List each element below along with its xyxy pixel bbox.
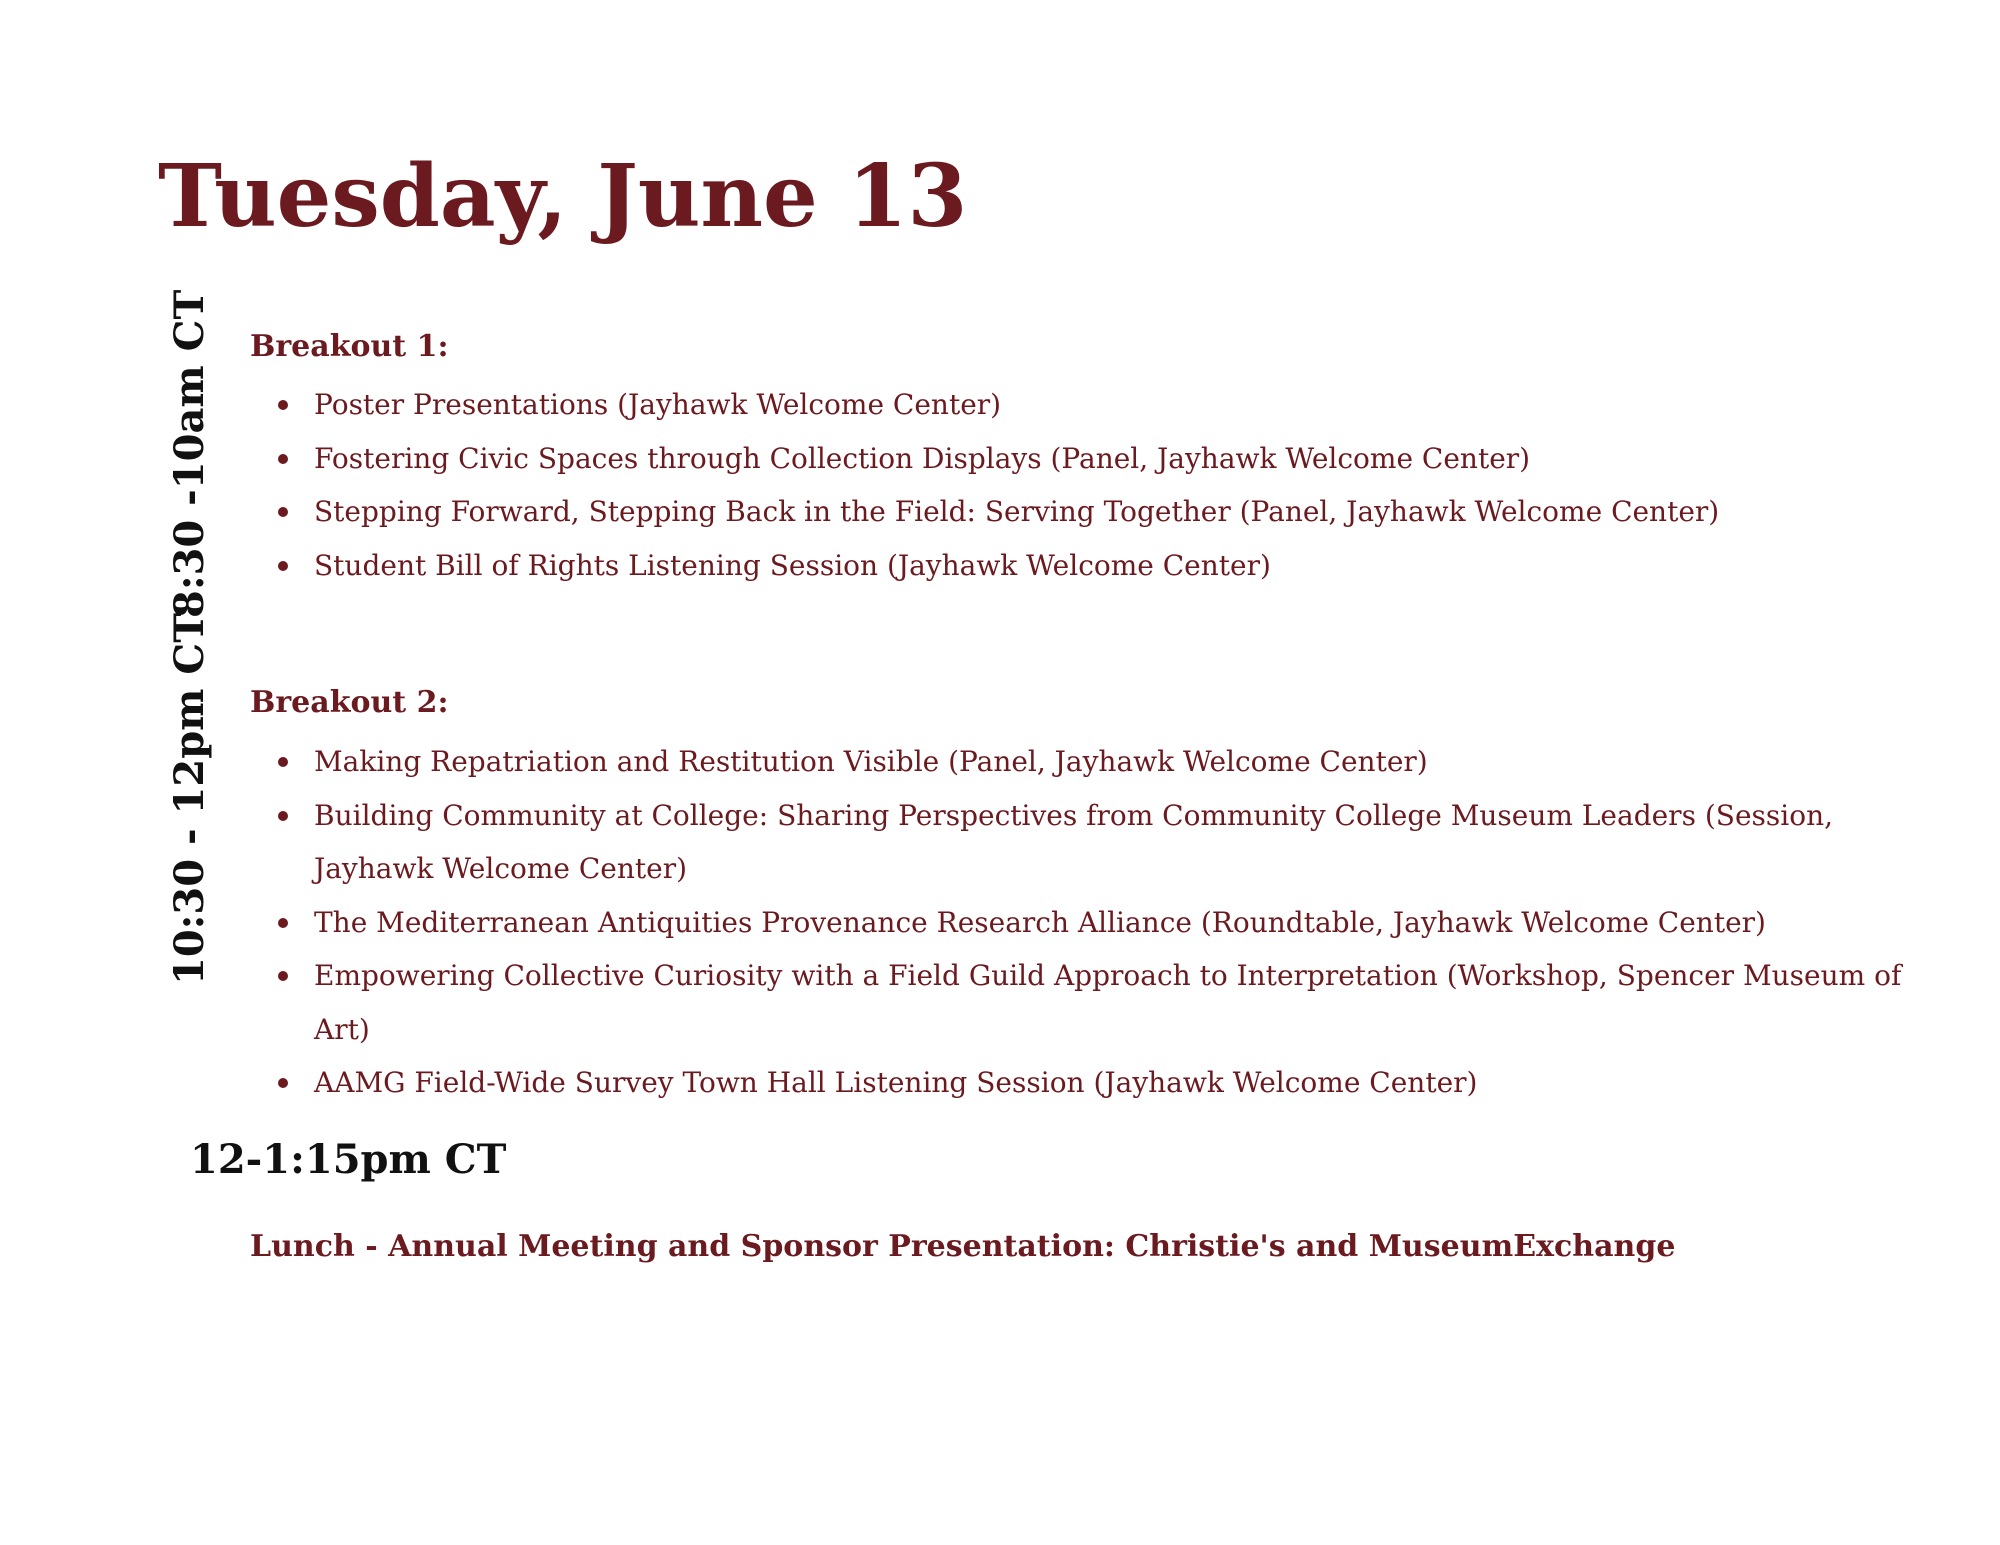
breakout-2-session-list	[250, 735, 1920, 1110]
session-label: Fostering Civic Spaces through Collection Displays (Panel, Jayhawk Welcome Center)	[314, 441, 1531, 475]
session-label: Stepping Forward, Stepping Back in the Field: Serving Together (Panel, Jayhawk Welcome Center)	[314, 495, 1720, 528]
session-label: Student Bill of Rights Listening Session (Jayhawk Welcome Center)	[314, 548, 1271, 582]
breakout-2-time: 10:30 - 12pm CT	[166, 612, 213, 985]
bullet-icon	[278, 757, 288, 767]
session-item	[250, 378, 1920, 432]
session-label: Making Repatriation and Restitution Visible (Panel, Jayhawk Welcome Center)	[314, 745, 1428, 778]
session-label: The Mediterranean Antiquities Provenance Research Alliance (Roundtable, Jayhawk Welcome Center)	[314, 905, 1766, 939]
breakout-2-heading: Breakout 2:	[250, 685, 449, 720]
breakout-1-heading: Breakout 1:	[250, 329, 449, 364]
lunch-time: 12-1:15pm CT	[190, 1136, 507, 1183]
bullet-icon	[278, 1078, 288, 1088]
breakout-1-session-list	[250, 378, 1920, 592]
session-item	[250, 432, 1920, 486]
lunch-description: Lunch - Annual Meeting and Sponsor Presentation: Christie's and MuseumExchange	[250, 1229, 1676, 1264]
bullet-icon	[278, 971, 288, 981]
session-item	[250, 735, 1920, 789]
bullet-icon	[278, 454, 288, 464]
session-item	[250, 485, 1920, 539]
session-item	[250, 1056, 1920, 1110]
session-label: AAMG Field-Wide Survey Town Hall Listening Session (Jayhawk Welcome Center)	[314, 1066, 1478, 1099]
session-item	[250, 539, 1920, 593]
session-label: Building Community at College: Sharing Perspectives from Community College Museum Leaders (Session, Jayhawk Welcome Center)	[314, 798, 1833, 885]
bullet-icon	[278, 507, 288, 517]
bullet-icon	[278, 918, 288, 928]
bullet-icon	[278, 561, 288, 571]
bullet-icon	[278, 811, 288, 821]
page-title: Tuesday, June 13	[158, 146, 968, 247]
session-item	[250, 896, 1920, 950]
session-label: Poster Presentations (Jayhawk Welcome Center)	[314, 388, 1002, 421]
breakout-1-time: 8:30 -10am CT	[166, 289, 213, 618]
session-item	[250, 789, 1920, 896]
session-label: Empowering Collective Curiosity with a Field Guild Approach to Interpretation (Workshop, Spencer Museum of Art)	[314, 959, 1902, 1046]
session-item	[250, 949, 1920, 1056]
bullet-icon	[278, 400, 288, 410]
